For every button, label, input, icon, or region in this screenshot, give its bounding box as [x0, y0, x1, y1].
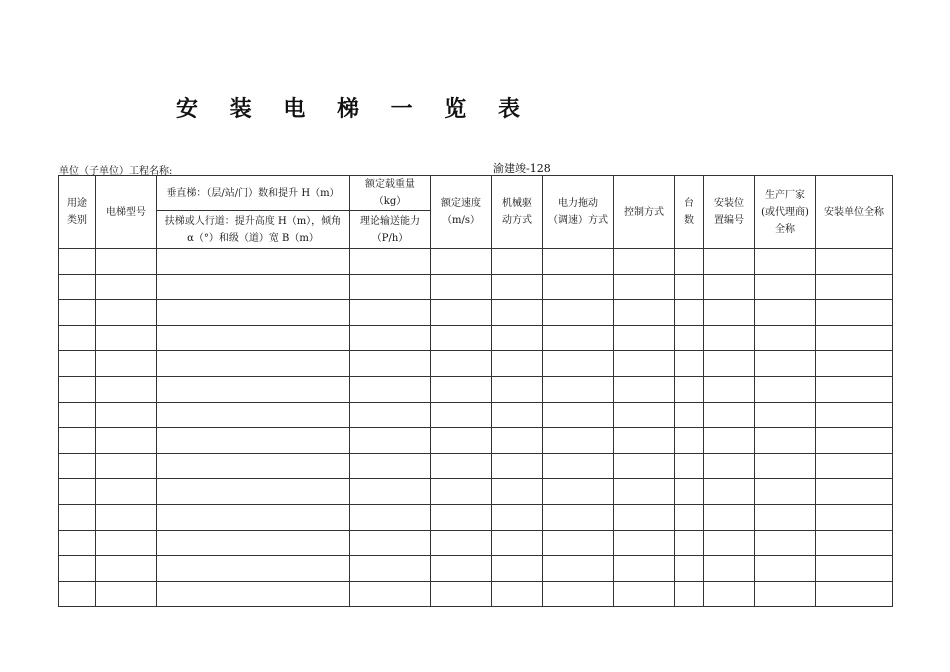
table-cell[interactable]: [96, 428, 157, 454]
table-cell[interactable]: [350, 274, 431, 300]
table-cell[interactable]: [96, 556, 157, 582]
table-cell[interactable]: [614, 351, 675, 377]
table-cell[interactable]: [157, 274, 350, 300]
table-cell[interactable]: [675, 249, 704, 275]
table-cell[interactable]: [543, 504, 614, 530]
table-cell[interactable]: [704, 376, 755, 402]
table-cell[interactable]: [350, 300, 431, 326]
table-cell[interactable]: [157, 300, 350, 326]
table-cell[interactable]: [350, 504, 431, 530]
table-cell[interactable]: [431, 274, 492, 300]
table-cell[interactable]: [755, 300, 816, 326]
table-cell[interactable]: [614, 249, 675, 275]
table-cell[interactable]: [614, 300, 675, 326]
table-cell[interactable]: [431, 300, 492, 326]
table-cell[interactable]: [157, 479, 350, 505]
table-cell[interactable]: [492, 530, 543, 556]
table-cell[interactable]: [704, 249, 755, 275]
table-cell[interactable]: [755, 325, 816, 351]
table-row: [59, 556, 893, 582]
table-row: [59, 402, 893, 428]
table-row: [59, 325, 893, 351]
table-cell[interactable]: [157, 556, 350, 582]
table-cell[interactable]: [543, 453, 614, 479]
table-cell[interactable]: [157, 530, 350, 556]
header-escalator: 扶梯或人行道：提升高度 H（m），倾角 α（°）和级（道）宽 B（m）: [157, 211, 350, 249]
table-row: [59, 581, 893, 607]
table-cell[interactable]: [755, 530, 816, 556]
table-cell[interactable]: [816, 402, 893, 428]
table-cell[interactable]: [543, 351, 614, 377]
table-cell[interactable]: [704, 453, 755, 479]
table-cell[interactable]: [614, 479, 675, 505]
table-cell[interactable]: [816, 325, 893, 351]
table-cell[interactable]: [59, 530, 96, 556]
table-cell[interactable]: [492, 556, 543, 582]
table-cell[interactable]: [492, 376, 543, 402]
table-cell[interactable]: [96, 530, 157, 556]
table-cell[interactable]: [543, 479, 614, 505]
header-mech-drive: 机械驱 动方式: [492, 176, 543, 249]
table-row: [59, 376, 893, 402]
table-cell[interactable]: [492, 274, 543, 300]
table-cell[interactable]: [157, 581, 350, 607]
table-cell[interactable]: [543, 300, 614, 326]
table-cell[interactable]: [96, 581, 157, 607]
table-cell[interactable]: [431, 249, 492, 275]
table-cell[interactable]: [157, 428, 350, 454]
header-installer: 安装单位全称: [816, 176, 893, 249]
table-cell[interactable]: [614, 530, 675, 556]
header-control: 控制方式: [614, 176, 675, 249]
table-cell[interactable]: [704, 402, 755, 428]
table-row: [59, 351, 893, 377]
table-cell[interactable]: [96, 351, 157, 377]
header-row-1: [59, 176, 893, 211]
table-cell[interactable]: [59, 376, 96, 402]
table-cell[interactable]: [350, 351, 431, 377]
table-cell[interactable]: [816, 428, 893, 454]
table-cell[interactable]: [816, 556, 893, 582]
table-cell[interactable]: [59, 581, 96, 607]
table-cell[interactable]: [704, 428, 755, 454]
table-cell[interactable]: [614, 428, 675, 454]
table-cell[interactable]: [755, 556, 816, 582]
table-cell[interactable]: [704, 504, 755, 530]
table-cell[interactable]: [816, 300, 893, 326]
table-cell[interactable]: [59, 402, 96, 428]
header-vertical: 垂直梯：（层/站/门）数和提升 H（m）: [157, 176, 350, 211]
table-cell[interactable]: [157, 351, 350, 377]
table-cell[interactable]: [96, 300, 157, 326]
table-cell[interactable]: [492, 402, 543, 428]
table-cell[interactable]: [543, 274, 614, 300]
header-manufacturer: 生产厂家 (或代理商) 全称: [755, 176, 816, 249]
table-row: [59, 300, 893, 326]
table-cell[interactable]: [543, 428, 614, 454]
header-capacity: 理论输送能力 （P/h）: [350, 211, 431, 249]
table-cell[interactable]: [96, 453, 157, 479]
header-count: 台 数: [675, 176, 704, 249]
table-cell[interactable]: [59, 428, 96, 454]
table-cell[interactable]: [675, 351, 704, 377]
table-cell[interactable]: [431, 325, 492, 351]
table-cell[interactable]: [755, 428, 816, 454]
header-model: 电梯型号: [96, 176, 157, 249]
table-cell[interactable]: [157, 453, 350, 479]
table-cell[interactable]: [614, 504, 675, 530]
table-cell[interactable]: [704, 581, 755, 607]
table-cell[interactable]: [350, 376, 431, 402]
project-name-label: 单位（子单位）工程名称:: [59, 166, 173, 177]
table-cell[interactable]: [614, 556, 675, 582]
header-power-drive: 电力拖动 （调速）方式: [543, 176, 614, 249]
table-cell[interactable]: [755, 249, 816, 275]
table-cell[interactable]: [675, 402, 704, 428]
table-cell[interactable]: [431, 428, 492, 454]
table-cell[interactable]: [816, 581, 893, 607]
table-cell[interactable]: [755, 351, 816, 377]
table-cell[interactable]: [543, 556, 614, 582]
table-cell[interactable]: [675, 325, 704, 351]
table-cell[interactable]: [431, 376, 492, 402]
table-cell[interactable]: [543, 249, 614, 275]
table-cell[interactable]: [492, 325, 543, 351]
table-cell[interactable]: [704, 479, 755, 505]
table-cell[interactable]: [350, 581, 431, 607]
table-cell[interactable]: [492, 581, 543, 607]
table-cell[interactable]: [350, 402, 431, 428]
table-cell[interactable]: [816, 530, 893, 556]
table-cell[interactable]: [755, 376, 816, 402]
table-cell[interactable]: [755, 453, 816, 479]
table-cell[interactable]: [704, 325, 755, 351]
table-cell[interactable]: [431, 479, 492, 505]
table-cell[interactable]: [704, 530, 755, 556]
table-cell[interactable]: [59, 300, 96, 326]
table-cell[interactable]: [157, 325, 350, 351]
header-use-type: 用途 类别: [59, 176, 96, 249]
table-cell[interactable]: [492, 479, 543, 505]
table-cell[interactable]: [675, 376, 704, 402]
table-cell[interactable]: [96, 402, 157, 428]
table-cell[interactable]: [157, 504, 350, 530]
table-cell[interactable]: [96, 249, 157, 275]
table-cell[interactable]: [614, 376, 675, 402]
table-cell[interactable]: [431, 556, 492, 582]
table-cell[interactable]: [59, 453, 96, 479]
table-cell[interactable]: [816, 274, 893, 300]
table-cell[interactable]: [59, 479, 96, 505]
table-cell[interactable]: [704, 556, 755, 582]
table-cell[interactable]: [492, 504, 543, 530]
table-cell[interactable]: [675, 530, 704, 556]
table-cell[interactable]: [96, 504, 157, 530]
table-cell[interactable]: [755, 504, 816, 530]
table-cell[interactable]: [492, 351, 543, 377]
table-cell[interactable]: [350, 556, 431, 582]
table-cell[interactable]: [431, 530, 492, 556]
table-cell[interactable]: [350, 453, 431, 479]
table-row: [59, 504, 893, 530]
table-cell[interactable]: [816, 479, 893, 505]
table-cell[interactable]: [704, 274, 755, 300]
table-cell[interactable]: [492, 453, 543, 479]
table-cell[interactable]: [675, 556, 704, 582]
table-cell[interactable]: [543, 325, 614, 351]
table-cell[interactable]: [614, 402, 675, 428]
table-cell[interactable]: [492, 300, 543, 326]
table-cell[interactable]: [96, 325, 157, 351]
table-cell[interactable]: [350, 530, 431, 556]
table-cell[interactable]: [431, 581, 492, 607]
table-cell[interactable]: [96, 479, 157, 505]
table-cell[interactable]: [59, 249, 96, 275]
header-location: 安装位 置编号: [704, 176, 755, 249]
table-cell[interactable]: [350, 249, 431, 275]
table-cell[interactable]: [614, 581, 675, 607]
elevator-table: [58, 175, 893, 607]
table-cell[interactable]: [755, 581, 816, 607]
table-cell[interactable]: [704, 300, 755, 326]
table-cell[interactable]: [816, 504, 893, 530]
table-cell[interactable]: [350, 428, 431, 454]
table-cell[interactable]: [614, 274, 675, 300]
table-row: [59, 479, 893, 505]
table-row: [59, 453, 893, 479]
table-cell[interactable]: [755, 402, 816, 428]
table-cell[interactable]: [59, 504, 96, 530]
table-cell[interactable]: [350, 479, 431, 505]
table-cell[interactable]: [543, 402, 614, 428]
table-cell[interactable]: [675, 300, 704, 326]
table-cell[interactable]: [59, 274, 96, 300]
table-cell[interactable]: [755, 479, 816, 505]
page-title: 安 装 电 梯 一 览 表: [176, 96, 532, 122]
table-cell[interactable]: [675, 453, 704, 479]
table-cell[interactable]: [543, 581, 614, 607]
table-cell[interactable]: [816, 453, 893, 479]
table-cell[interactable]: [816, 351, 893, 377]
table-cell[interactable]: [59, 351, 96, 377]
table-cell[interactable]: [431, 351, 492, 377]
table-cell[interactable]: [157, 402, 350, 428]
table-cell[interactable]: [59, 556, 96, 582]
table-cell[interactable]: [614, 453, 675, 479]
table-cell[interactable]: [157, 249, 350, 275]
table-cell[interactable]: [755, 274, 816, 300]
table-cell[interactable]: [492, 249, 543, 275]
table-cell[interactable]: [431, 453, 492, 479]
table-cell[interactable]: [59, 325, 96, 351]
table-cell[interactable]: [431, 402, 492, 428]
table-row: [59, 530, 893, 556]
header-load: 额定载重量 （kg）: [350, 176, 431, 211]
table-cell[interactable]: [816, 249, 893, 275]
table-cell[interactable]: [543, 530, 614, 556]
table-cell[interactable]: [543, 376, 614, 402]
table-cell[interactable]: [675, 274, 704, 300]
table-cell[interactable]: [96, 274, 157, 300]
form-code: 渝建竣-128: [493, 162, 551, 175]
table-row: [59, 428, 893, 454]
table-cell[interactable]: [675, 504, 704, 530]
table-cell[interactable]: [675, 581, 704, 607]
table-cell[interactable]: [614, 325, 675, 351]
table-cell[interactable]: [675, 479, 704, 505]
table-cell[interactable]: [492, 428, 543, 454]
table-cell[interactable]: [350, 325, 431, 351]
table-cell[interactable]: [675, 428, 704, 454]
table-row: [59, 274, 893, 300]
table-cell[interactable]: [157, 376, 350, 402]
table-cell[interactable]: [816, 376, 893, 402]
header-speed: 额定速度 （m/s）: [431, 176, 492, 249]
table-row: [59, 249, 893, 275]
table-cell[interactable]: [431, 504, 492, 530]
table-cell[interactable]: [704, 351, 755, 377]
table-cell[interactable]: [96, 376, 157, 402]
